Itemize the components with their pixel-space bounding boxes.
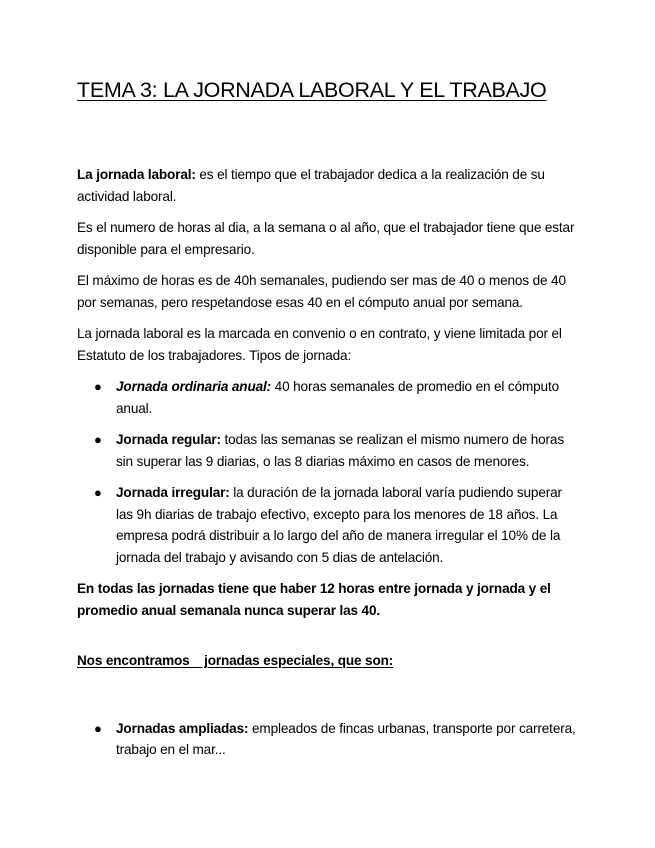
term-jornada-regular: Jornada regular: — [116, 432, 221, 447]
rest-rule-paragraph — [77, 578, 582, 621]
hours-paragraph: Es el numero de horas al dia, a la semana o al año, que el trabajador tiene que estar disponible para el empresario. — [77, 220, 575, 257]
term-jornada-laboral: La jornada laboral: — [77, 167, 196, 182]
document-body — [77, 164, 582, 771]
special-types-list — [77, 718, 582, 761]
bullet-icon: ● — [94, 379, 102, 394]
definition-paragraph — [77, 164, 582, 207]
list-item-jornada-ordinaria — [77, 376, 582, 419]
special-jornadas-heading: Nos encontramos jornadas especiales, que son: — [77, 653, 394, 668]
term-jornadas-ampliadas: Jornadas ampliadas: — [116, 720, 249, 736]
page-title: TEMA 3: LA JORNADA LABORAL Y EL TRABAJO — [77, 78, 547, 102]
jornada-regular-text: todas las semanas se realizan el mismo numero de horas sin superar las 9 diarias, o las 8 diarias máximo en casos de menores. — [116, 432, 564, 469]
definition-text: es el tiempo que el trabajador dedica a la realización de su actividad laboral. — [77, 167, 545, 204]
term-jornada-ordinaria: Jornada ordinaria anual: — [116, 379, 272, 394]
bullet-icon: ● — [94, 720, 102, 736]
maximum-hours-paragraph: El máximo de horas es de 40h semanales, pudiendo ser mas de 40 o menos de 40 por semanas, pero respetandose esas 40 en el cómputo anual por semana. — [77, 273, 566, 310]
limits-paragraph: La jornada laboral es la marcada en convenio o en contrato, y viene limitada por el Estatuto de los trabajadores. Tipos de jornada: — [77, 326, 562, 363]
jornada-irregular-text: la duración de la jornada laboral varía pudiendo superar las 9h diarias de trabajo efectivo, excepto para los menores de 18 años. La empresa podrá distribuir a lo largo del año de manera irregular el 10% de la jornada del trabajo y avisando con 5 dias de antelación. — [116, 485, 562, 565]
rest-rule-text: En todas las jornadas tiene que haber 12 horas entre jornada y jornada y el promedio anual semanala nunca superar las 40. — [77, 581, 551, 618]
jornadas-ampliadas-text: empleados de fincas urbanas, transporte por carretera, trabajo en el mar... — [116, 720, 576, 757]
term-jornada-irregular: Jornada irregular: — [116, 485, 230, 500]
bullet-icon: ● — [94, 432, 102, 447]
list-item-jornada-irregular — [77, 482, 582, 568]
bullet-icon: ● — [94, 485, 102, 500]
jornada-ordinaria-text: 40 horas semanales de promedio en el cómputo anual. — [116, 379, 560, 416]
jornada-types-list — [77, 376, 582, 568]
list-item-jornada-regular — [77, 429, 582, 472]
list-item-jornadas-ampliadas — [77, 718, 582, 761]
